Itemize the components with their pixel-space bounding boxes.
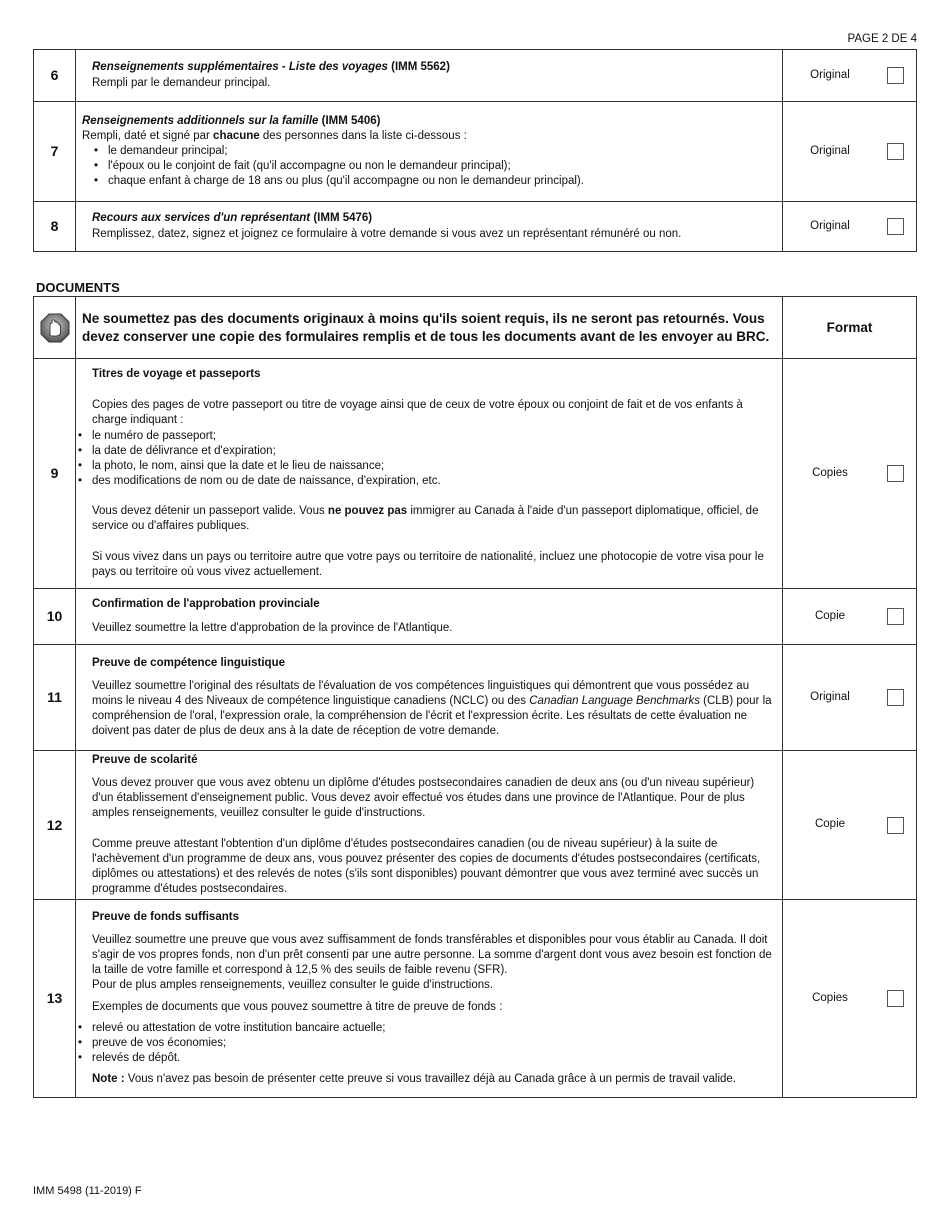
row-number: 11	[34, 645, 76, 751]
format-label: Original	[810, 219, 850, 232]
item-text: Vous devez détenir un passeport valide. Vous ne pouvez pas immigrer au Canada à l'aide d'un passeport diplomatique, officiel, de service ou d'affaires publiques.	[92, 505, 759, 533]
item-text: Si vous vivez dans un pays ou territoire autre que votre pays ou territoire de nationalité, incluez une photocopie de votre visa pour le pays ou territoire où vous vivez actuellement.	[92, 550, 764, 578]
list-item: • la date de délivrance et d'expiration;	[76, 444, 772, 459]
checkbox[interactable]	[887, 689, 904, 706]
row-description	[76, 202, 783, 252]
format-label: Original	[810, 144, 850, 157]
warning-icon-cell	[34, 297, 76, 359]
table-row	[34, 900, 917, 1098]
table-row	[34, 202, 917, 252]
list-item: • l'époux ou le conjoint de fait (qu'il accompagne ou non le demandeur principal);	[92, 159, 772, 174]
format-label: Original	[810, 690, 850, 703]
item-text: Remplissez, datez, signez et joignez ce formulaire à votre demande si vous avez un représentant rémunéré ou non.	[92, 227, 682, 240]
row-number: 7	[34, 102, 76, 202]
list-item: • relevés de dépôt.	[76, 1051, 772, 1066]
checkbox[interactable]	[887, 608, 904, 625]
form-code: (IMM 5562)	[387, 61, 450, 74]
item-text: Vous devez prouver que vous avez obtenu un diplôme d'études postsecondaires canadien de deux ans (ou d'un niveau supérieur) d'un établissement d'enseignement public. Vous devez avoir effectué vos études dans une province de l'Atlantique. Pour de plus amples renseignements, veuillez consulter le guide d'instructions.	[92, 776, 755, 820]
row-description	[76, 645, 783, 751]
item-text: Rempli par le demandeur principal.	[92, 76, 271, 89]
list-item: • chaque enfant à charge de 18 ans ou plus (qu'il accompagne ou non le demandeur principal).	[92, 174, 772, 189]
form-code: (IMM 5406)	[318, 114, 381, 127]
item-title: Recours aux services d'un représentant	[92, 212, 311, 225]
item-title: Preuve de scolarité	[92, 753, 198, 766]
format-label: Copie	[814, 609, 846, 622]
item-text: Veuillez soumettre une preuve que vous avez suffisamment de fonds transférables et disponibles pour vous établir au Canada. Il doit s'agir de vos propres fonds, non d'un prêt consenti par une autre personne. La somme d'argent dont vous avez besoin est fonction de la taille de votre famille et correspond à 12,5 % des seuils de faible revenu (SFR).	[92, 933, 772, 977]
row-description	[76, 900, 783, 1098]
table-row	[34, 589, 917, 645]
bullet-list	[82, 144, 772, 190]
format-label: Copies	[812, 466, 848, 479]
item-text: Exemples de documents que vous pouvez soumettre à titre de preuve de fonds :	[92, 1000, 503, 1013]
item-text: Copies des pages de votre passeport ou titre de voyage ainsi que de ceux de votre époux ou conjoint de fait et de vos enfants à charge indiquant :	[92, 399, 743, 427]
checkbox[interactable]	[887, 817, 904, 834]
form-footer-code: IMM 5498 (11-2019) F	[33, 1185, 142, 1197]
format-cell	[783, 359, 917, 589]
format-label: Copie	[814, 818, 846, 831]
warning-banner-text: Ne soumettez pas des documents originaux à moins qu'ils soient requis, ils ne seront pas retournés. Vous devez conserver une copie des formulaires remplis et de tous les documents avant de les envoyer au BRC.	[76, 297, 783, 359]
item-text: Veuillez soumettre la lettre d'approbation de la province de l'Atlantique.	[92, 621, 453, 634]
item-title: Preuve de fonds suffisants	[92, 910, 239, 923]
format-label: Original	[810, 68, 850, 81]
row-description	[76, 50, 783, 102]
list-item: • le demandeur principal;	[92, 144, 772, 159]
row-number: 6	[34, 50, 76, 102]
table-row	[34, 102, 917, 202]
row-description	[76, 751, 783, 900]
row-description	[76, 102, 783, 202]
table-row	[34, 645, 917, 751]
list-item: • la photo, le nom, ainsi que la date et le lieu de naissance;	[76, 459, 772, 474]
checkbox[interactable]	[887, 67, 904, 84]
format-cell	[783, 900, 917, 1098]
list-item: • relevé ou attestation de votre institution bancaire actuelle;	[76, 1021, 772, 1036]
list-item: • des modifications de nom ou de date de naissance, d'expiration, etc.	[76, 474, 772, 489]
item-title: Titres de voyage et passeports	[92, 368, 261, 381]
table-row	[34, 751, 917, 900]
format-cell	[783, 202, 917, 252]
item-text: Pour de plus amples renseignements, veuillez consulter le guide d'instructions.	[92, 979, 494, 992]
documents-heading: DOCUMENTS	[36, 280, 120, 295]
bullet-list	[76, 429, 772, 490]
item-title: Renseignements supplémentaires - Liste des voyages	[92, 61, 388, 74]
row-description	[76, 589, 783, 645]
row-number: 10	[34, 589, 76, 645]
table-header-row	[34, 297, 917, 359]
row-number: 12	[34, 751, 76, 900]
format-cell	[783, 50, 917, 102]
checkbox[interactable]	[887, 143, 904, 160]
item-title: Preuve de compétence linguistique	[92, 656, 285, 669]
hand-stop-icon	[40, 313, 70, 343]
format-label: Copies	[812, 991, 848, 1004]
form-code: (IMM 5476)	[310, 212, 373, 225]
checkbox[interactable]	[887, 465, 904, 482]
format-cell	[783, 751, 917, 900]
row-description	[76, 359, 783, 589]
note-text: Note : Vous n'avez pas besoin de présenter cette preuve si vous travaillez déjà au Canada grâce à un permis de travail valide.	[92, 1073, 737, 1086]
row-number: 9	[34, 359, 76, 589]
forms-table	[33, 49, 917, 252]
bullet-list	[76, 1021, 772, 1067]
list-item: • le numéro de passeport;	[76, 429, 772, 444]
item-title: Confirmation de l'approbation provinciale	[92, 598, 320, 611]
table-row	[34, 359, 917, 589]
row-number: 13	[34, 900, 76, 1098]
list-item: • preuve de vos économies;	[76, 1036, 772, 1051]
checkbox[interactable]	[887, 990, 904, 1007]
item-text: Comme preuve attestant l'obtention d'un diplôme d'études postsecondaires canadien (ou de niveau supérieur) à la suite de l'achèvement d'un programme de deux ans, vous pouvez présenter des copies de documents d'études postsecondaires (certificats, diplômes ou attestations) et des relevés de notes (s'ils sont disponibles) pouvant démontrer que vous avez terminé avec succès un programme d'études postsecondaires.	[92, 837, 761, 896]
format-cell	[783, 589, 917, 645]
format-cell	[783, 102, 917, 202]
format-header: Format	[783, 297, 917, 359]
format-cell	[783, 645, 917, 751]
row-number: 8	[34, 202, 76, 252]
checkbox[interactable]	[887, 218, 904, 235]
table-row	[34, 50, 917, 102]
documents-table	[33, 296, 917, 1098]
item-title: Renseignements additionnels sur la famille	[82, 114, 319, 127]
item-text: Rempli, daté et signé par chacune des personnes dans la liste ci-dessous :	[82, 129, 467, 142]
page-number: PAGE 2 DE 4	[847, 33, 917, 45]
item-text: Veuillez soumettre l'original des résultats de l'évaluation de vos compétences linguistiques qui démontrent que vous possédez au moins le niveau 4 des Niveaux de compétence linguistique canadiens (NCLC) ou des Canadian Language Benchmarks (CLB) pour la compréhension de l'oral, l'expression orale, la compréhension de l'écrit et l'expression écrite. Les résultats de cette évaluation ne doivent pas dater de plus de deux ans à la date de réception de votre demande.	[92, 679, 772, 738]
